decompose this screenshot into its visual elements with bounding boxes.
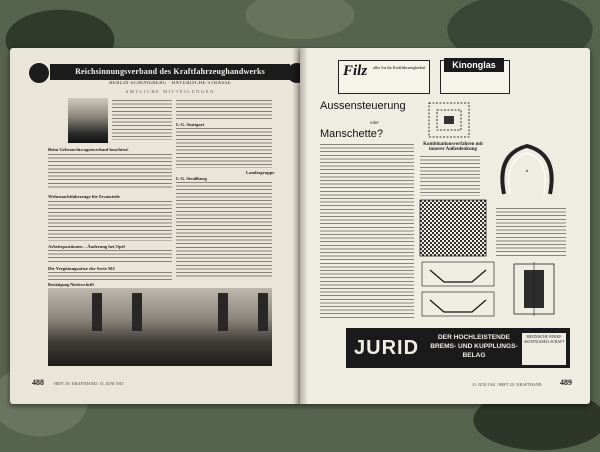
text-column	[176, 128, 272, 168]
open-magazine	[10, 48, 590, 408]
section-line: AMTLICHE MITTEILUNGEN	[125, 89, 215, 94]
heading: Die Vergütungssätze der Serie 502	[48, 266, 115, 271]
sealing-profile-diagram	[420, 260, 496, 318]
svg-text:●: ●	[525, 168, 529, 173]
hall-banner	[132, 293, 142, 331]
portrait-photo	[68, 98, 108, 143]
jurid-maker: RHEINISCHE WERKE AKTIENGESELLSCHAFT	[522, 333, 566, 365]
heading: Beim Gebrauchtwagenverkauf beachten!	[48, 147, 129, 152]
page-footer-right: 31. JUNI 1941 / HEFT 20 / KRAFTHAND	[472, 382, 542, 387]
heading: Arbeitspositionen – Änderung bei Opel	[48, 244, 125, 249]
masthead: Reichsinnungsverband des Kraftfahrzeughandwerks	[50, 64, 290, 80]
page-number-right: 489	[560, 378, 572, 387]
jurid-tagline-line-1: DER HOCHLEISTENDE	[437, 334, 511, 341]
press-fit-diagram	[502, 260, 566, 318]
text-column	[176, 100, 272, 120]
hall-banner	[92, 293, 102, 331]
page-number-left: 488	[32, 378, 44, 387]
jurid-tagline	[430, 333, 518, 360]
hall-banner	[258, 293, 268, 331]
heading: I.-G. Stuttgart	[176, 122, 205, 127]
masthead-address: BERLIN SCHÖNEBERG · BAYERISCHE STRASSE	[109, 81, 231, 86]
text-column	[48, 201, 172, 241]
jurid-brand: JURID	[354, 337, 420, 359]
text-column	[496, 208, 566, 256]
text-column	[112, 100, 172, 140]
left-page	[10, 48, 300, 404]
article-title-line-1: Aussensteuerung	[320, 100, 406, 112]
filz-advertisement	[338, 60, 430, 94]
jurid-advertisement	[346, 328, 570, 368]
jurid-tagline-line-2: BREMS- UND KUPPLUNGS-	[430, 343, 518, 350]
filz-brand: Filz	[343, 63, 368, 79]
magazine-gutter	[292, 48, 308, 404]
filz-ad-text: aller Art für Kraftfahrzeugbedarf	[373, 65, 426, 70]
guild-emblem-left	[28, 62, 50, 84]
square-pattern-diagram	[426, 100, 472, 140]
article-title-line-2: Manschette?	[320, 128, 383, 140]
text-column	[48, 250, 172, 264]
manschette-cross-section-diagram	[490, 134, 564, 204]
heading: Landesgruppe	[246, 170, 275, 175]
heading: Bestätigung Niederschrift	[48, 282, 94, 287]
assembly-hall-photo	[48, 288, 272, 366]
hall-banner	[218, 293, 228, 331]
article-title-or: oder	[370, 121, 379, 126]
jurid-tagline-line-3: BELAG	[462, 352, 486, 359]
checker-grid-diagram	[418, 198, 488, 258]
heading: I.-G. Straßburg	[176, 176, 207, 181]
text-column	[48, 272, 172, 282]
text-column	[176, 182, 272, 278]
kinonglas-brand: Kinonglas	[444, 58, 504, 72]
text-column	[320, 144, 414, 320]
diagram-caption: Kombinationsverfahren mit innerer Außenlenkung	[423, 142, 483, 152]
text-column	[48, 154, 172, 190]
page-footer-left: HEFT 20 / KRAFTHAND / 31. JUNI 1941	[54, 381, 124, 386]
text-column	[420, 156, 480, 196]
right-page	[300, 48, 590, 404]
heading: Wehrmachtfahrzeuge für Ersatzteile	[48, 194, 120, 199]
